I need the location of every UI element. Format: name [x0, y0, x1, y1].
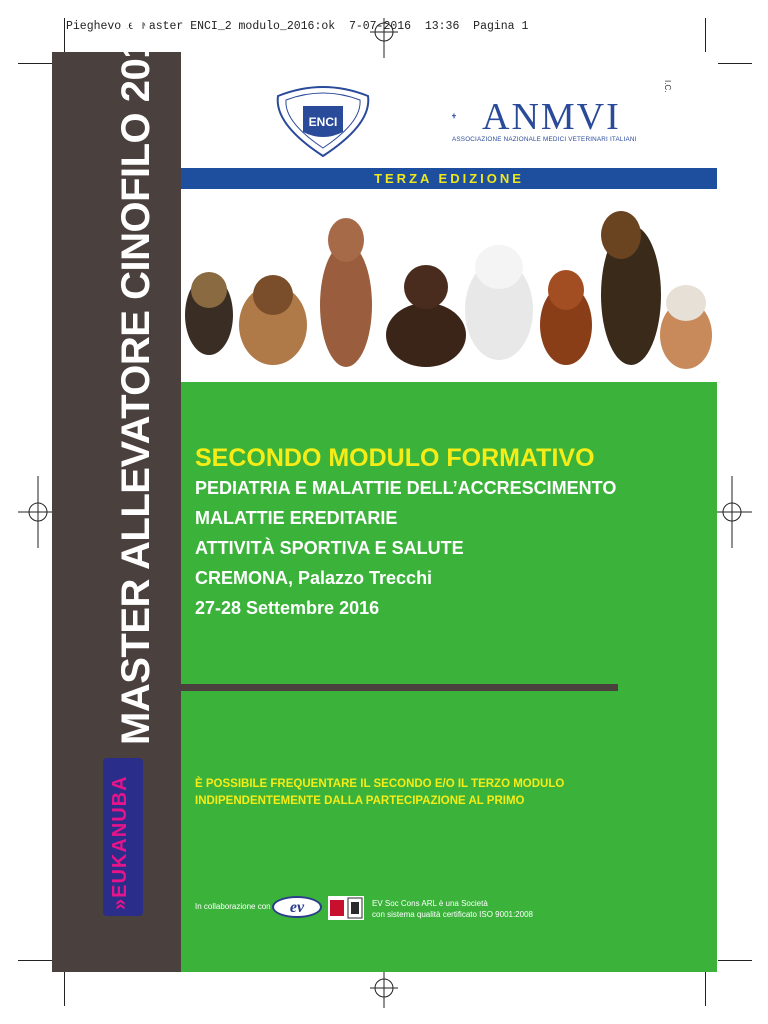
certification-logo-icon	[328, 896, 364, 920]
crop-mark	[18, 63, 52, 64]
registration-mark-top	[370, 18, 398, 58]
sidebar-title: MASTER ALLEVATORE CINOFILO 2016	[114, 15, 158, 745]
divider	[181, 684, 618, 691]
margin-mark: I.C.	[663, 80, 672, 93]
slug-line: Pieghevole Master ENCI_2 modulo_2016:ok 7-07-2016 13:36 Pagina 1	[66, 20, 529, 33]
anmvi-subtitle: ASSOCIAZIONE NAZIONALE MEDICI VETERINARI ITALIANI	[452, 136, 637, 143]
registration-mark-right	[712, 476, 752, 548]
module-line: PEDIATRIA E MALATTIE DELL’ACCRESCIMENTO	[195, 478, 617, 498]
ev-note	[372, 898, 533, 920]
notice-text	[195, 776, 564, 810]
crop-mark	[18, 960, 52, 961]
module-location: CREMONA, Palazzo Trecchi	[195, 568, 433, 588]
enci-logo-icon	[268, 84, 378, 159]
ev-logo: ev	[272, 896, 322, 918]
module-date: 27-28 Settembre 2016	[195, 598, 380, 618]
enci-logo-lettering: ENCI	[308, 115, 338, 129]
crop-mark	[64, 18, 65, 52]
crop-mark	[718, 63, 752, 64]
registration-mark-bottom	[370, 968, 398, 1008]
anmvi-cross-icon	[452, 100, 478, 134]
notice-line: È POSSIBILE FREQUENTARE IL SECONDO E/O IL TERZO MODULO	[195, 778, 565, 790]
module-line: MALATTIE EREDITARIE	[195, 508, 398, 528]
crop-mark	[705, 18, 706, 52]
edition-label: TERZA EDIZIONE	[374, 171, 524, 186]
collaboration-label: In collaborazione con	[195, 902, 271, 911]
module-line: ATTIVITÀ SPORTIVA E SALUTE	[195, 538, 464, 558]
crop-mark	[64, 972, 65, 1006]
ev-note-line: EV Soc Cons ARL è una Società	[372, 899, 488, 908]
crop-mark	[718, 960, 752, 961]
module-title: SECONDO MODULO FORMATIVO	[195, 444, 595, 472]
puppies-photo	[181, 195, 717, 380]
anmvi-logo-text: ANMVI	[482, 96, 621, 138]
crop-mark	[705, 972, 706, 1006]
notice-line: INDIPENDENTEMENTE DALLA PARTECIPAZIONE AL PRIMO	[195, 795, 525, 807]
sponsor-logo-text: »EUKANUBA	[109, 775, 131, 910]
ev-note-line: con sistema qualità certificato ISO 9001:2008	[372, 910, 533, 919]
